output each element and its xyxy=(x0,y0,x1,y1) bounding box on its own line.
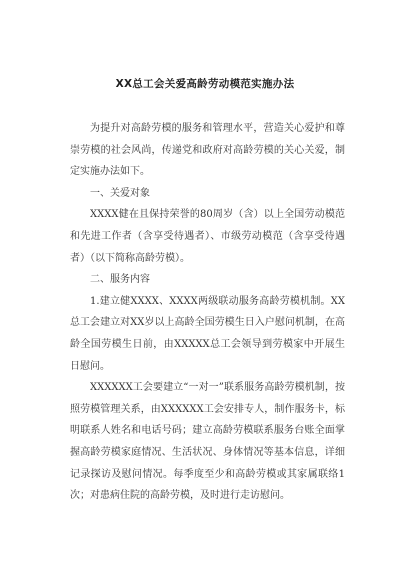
service-item-1-paragraph: 1.建立健XXXX、XXXX两级联动服务高龄劳模机制。XX总工会建立对XX岁以上高龄全国劳模生日入户慰问机制，在高龄全国劳模生日前，由XXXXX总工会领导到劳模家中开展生日慰问。 xyxy=(70,295,345,372)
document-body xyxy=(70,118,345,507)
section-heading-service-content: 二、服务内容 xyxy=(90,274,150,286)
document-title: XX总工会关爱高龄劳动模范实施办法 xyxy=(115,78,295,90)
service-mechanism-paragraph: XXXXXX工会要建立“一对一”联系服务高龄劳模机制，按照劳模管理关系，由XXXXXX工会安排专人，制作服务卡，标明联系人姓名和电话号码；建立高龄劳模联系服务台账全面掌握高龄劳模家庭情况、生活状况、身体情况等基本信息，详细记录探访及慰问情况。每季度至少和高龄劳模或其家属联络1次；对患病住院的高龄劳模，及时进行走访慰问。 xyxy=(70,382,345,502)
care-targets-paragraph: XXXX健在且保持荣誉的80周岁（含）以上全国劳动模范和先进工作者（含享受待遇者）、市级劳动模范（含享受待遇者）（以下简称高龄劳模）。 xyxy=(70,209,345,264)
section-heading-care-targets: 一、关爱对象 xyxy=(90,187,150,199)
intro-paragraph: 为提升对高龄劳模的服务和管理水平，营造关心爱护和尊崇劳模的社会风尚，传递党和政府对高龄劳模的关心关爱，制定实施办法如下。 xyxy=(70,123,345,178)
